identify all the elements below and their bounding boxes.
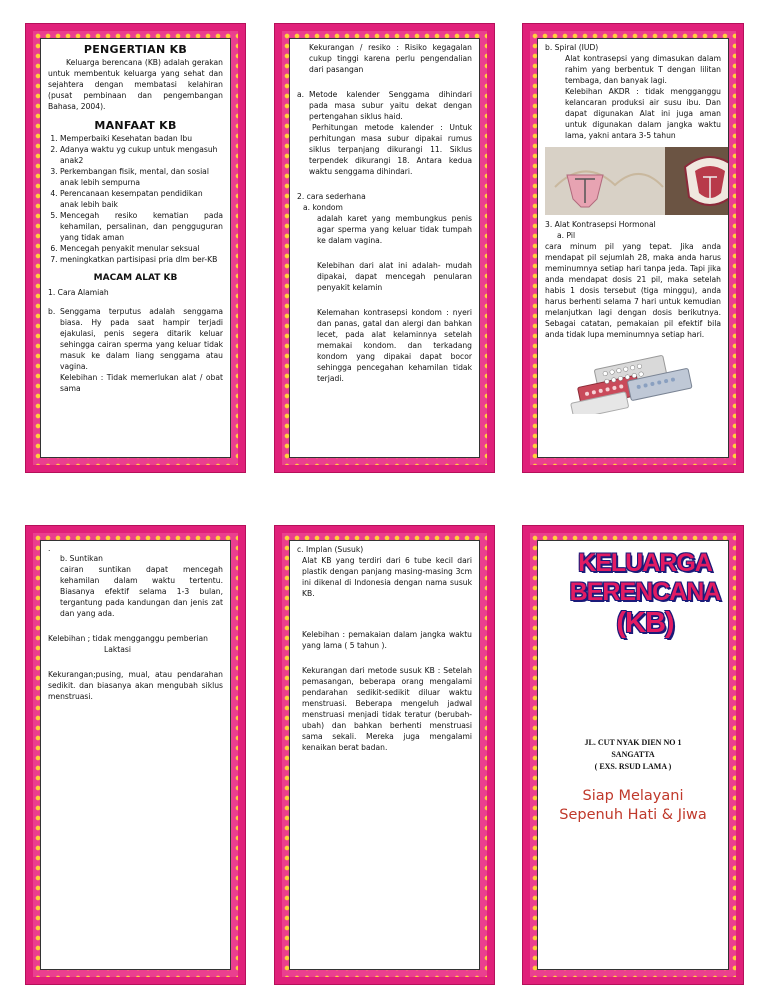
list-item: 5. Mencegah resiko kematian pada kehamilan, persalinan, dan pengguguran yang tidak aman <box>60 210 223 243</box>
implan-kekurangan: Kekurangan dari metode susuk KB : Setelah pemasangan, beberapa orang mengalami pendarahan sedikit-sedikit diluar waktu menstruasi. Beberapa mengeluh jadwal menstruasi menjadi tidak teratur (berubah-ubah) dan bahkan berhenti menstruasi sama sekali. Mereka juga mengalami kenaikan berat badan. <box>302 666 472 752</box>
kondom-kelemahan: Kelemahan kontrasepsi kondom : nyeri dan panas, gatal dan alergi dan bahkan lecet, pada alat kelaminnya setelah memakai kondom. dan terkadang kondom yang dipakai dapat bocor sehingga pencegahan kehamilan tidak terjadi. <box>317 308 472 383</box>
kondom-paragraph: adalah karet yang membungkus penis agar sperma yang keluar tidak tumpah ke dalam vagina. <box>317 214 472 245</box>
slogan-line-2: Sepenuh Hati & Jiwa <box>559 807 707 823</box>
brochure-panel-5 <box>275 526 494 984</box>
kekurangan-paragraph: Kekurangan / resiko : Risiko kegagalan cukup tinggi karena perlu pengendalian dari pasangan <box>309 43 472 74</box>
spacer <box>48 655 223 669</box>
iud-image <box>545 147 729 215</box>
spacer <box>48 298 223 306</box>
spacer <box>297 75 472 89</box>
pil-heading: a. Pil <box>557 231 576 240</box>
address-line-3: ( EXS. RSUD LAMA ) <box>594 762 672 771</box>
spacer <box>297 651 472 665</box>
pills-image <box>558 354 708 414</box>
senggama-kelebihan: Kelebihan : Tidak memerlukan alat / obat sama <box>60 373 223 393</box>
brochure-panel-6 <box>523 526 743 984</box>
stray-dot: . <box>48 544 51 553</box>
spacer <box>297 293 472 307</box>
slogan-line-1: Siap Melayani <box>582 788 684 804</box>
brochure-panel-2 <box>275 24 494 472</box>
panel-content <box>537 540 729 970</box>
implan-kelebihan: Kelebihan : pemakaian dalam jangka waktu yang lama ( 5 tahun ). <box>302 630 472 650</box>
cara-alamiah-label: 1. Cara Alamiah <box>48 288 109 297</box>
brochure-panel-4 <box>26 526 245 984</box>
panel-content <box>289 540 480 970</box>
suntikan-kelebihan: Kelebihan ; tidak mengganggu pemberian <box>48 634 208 643</box>
list-item: 4. Perencanaan kesempatan pendidikan anak lebih baik <box>60 188 223 210</box>
panel-content <box>40 540 231 970</box>
kondom-heading: a. kondom <box>303 203 343 212</box>
heading-macam: MACAM ALAT KB <box>93 273 178 283</box>
panel-content <box>40 38 231 458</box>
kondom-kelebihan: Kelebihan dari alat ini adalah- mudah dipakai, dapat mencegah penularan penyakit kelamin <box>317 261 472 292</box>
implan-paragraph: Alat KB yang terdiri dari 6 tube kecil dari plastik dengan panjang masing-masing 3cm ini dikenal di Indonesia dengan nama susuk KB. <box>302 556 472 598</box>
implan-heading: c. Implan (Susuk) <box>297 545 364 554</box>
brochure-panel-1 <box>26 24 245 472</box>
senggama-paragraph: Senggama terputus adalah senggama biasa. Hy pada saat hampir terjadi ejakulasi, penis segera ditarik keluar sehingga cairan sperma yang keluar tidak masuk ke dalam liang senggama atau vagina. <box>60 307 223 371</box>
suntikan-paragraph: cairan suntikan dapat mencegah kehamilan dalam waktu tertentu. Biasanya efektif selama 1-3 bulan, tergantung pada kandungan dan jenis zat dan yang ada. <box>60 565 223 618</box>
suntikan-kekurangan: Kekurangan;pusing, mual, atau pendarahan sedikit. dan biasanya akan mengubah siklus menstruasi. <box>48 670 223 701</box>
iud-photo <box>545 147 729 215</box>
address-line-1: JL. CUT NYAK DIEN NO 1 <box>584 738 682 747</box>
panel-content <box>537 38 729 458</box>
heading-manfaat: MANFAAT KB <box>94 119 177 132</box>
list-item: 6. Mencegah penyakit menular seksual <box>60 243 223 254</box>
title-line-2: (KB) <box>616 607 674 639</box>
suntikan-heading: b. Suntikan <box>60 554 103 563</box>
brochure-panel-3 <box>523 24 743 472</box>
spacer <box>297 177 472 191</box>
kalender-item <box>297 89 472 177</box>
suntikan-kelebihan-cont: Laktasi <box>104 645 131 654</box>
list-item: 7. meningkatkan partisipasi pria dlm ber-KB <box>60 254 223 265</box>
hormonal-heading: 3. Alat Kontrasepsi Hormonal <box>545 220 656 229</box>
item-marker: a. <box>297 90 305 99</box>
item-marker: b. <box>48 307 56 316</box>
senggama-item <box>48 306 223 394</box>
spacer <box>297 599 472 629</box>
address-line-2: SANGATTA <box>611 750 655 759</box>
spiral-paragraph: Alat kontrasepsi yang dimasukan dalam rahim yang berbentuk T dengan lilitan tembaga, dan banyak lagi. <box>565 54 721 85</box>
spacer <box>297 246 472 260</box>
list-item: 3. Perkembangan fisik, mental, dan sosial anak lebih sempurna <box>60 166 223 188</box>
title-line-1: KELUARGA BERENCANA <box>569 549 721 606</box>
heading-pengertian: PENGERTIAN KB <box>83 43 188 56</box>
pengertian-paragraph: Keluarga berencana (KB) adalah gerakan untuk membentuk keluarga yang sehat dan sejahtera dengan membatasi kelahiran (pusat pembinaan dan pengembangan Bahasa, 2004). <box>48 58 223 111</box>
address-block <box>538 737 728 773</box>
list-item: 2. Adanya waktu yg cukup untuk mengasuh anak2 <box>60 144 223 166</box>
pills-photo <box>558 354 708 414</box>
pil-paragraph: cara minum pil yang tepat. Jika anda mendapat pil sejumlah 28, maka anda harus meminumnya setiap hari tanpa jeda. Tapi jika anda mendapat dosis 21 pil, maka setelah habis 1 dosis tersebut (tiga minggu), anda harus berhenti selama 7 hari untuk kemudian melanjutkan lagi dengan dosis berikutnya. Sebagai catatan, pemakaian pil efektif bila anda tidak lupa meminumnya setiap hari. <box>545 242 721 339</box>
manfaat-list <box>48 133 223 265</box>
slogan <box>538 787 728 825</box>
cara-sederhana-label: 2. cara sederhana <box>297 192 366 201</box>
panel-content <box>289 38 480 458</box>
spiral-heading: b. Spiral (IUD) <box>545 43 599 52</box>
kalender-hitung: Perhitungan metode kalender : Untuk perhitungan masa subur dipakai rumus siklus terpanjang dikurangi 11. Siklus terpendek dikurangi 18. Antara kedua waktu senggama dihindari. <box>309 123 472 176</box>
brochure-title <box>550 549 729 639</box>
akdr-paragraph: Kelebihan AKDR : tidak mengganggu kelancaran produksi air susu ibu. Dan dapat digunakan Alat ini juga aman untuk digunakan dalam jangka waktu lama, yakni antara 3-5 tahun <box>565 87 721 140</box>
list-item: 1. Memperbaiki Kesehatan badan Ibu <box>60 133 223 144</box>
kalender-paragraph: Metode kalender Senggama dihindari pada masa subur yaitu dekat dengan pertengahan siklus haid. <box>309 90 472 121</box>
spacer <box>48 619 223 633</box>
